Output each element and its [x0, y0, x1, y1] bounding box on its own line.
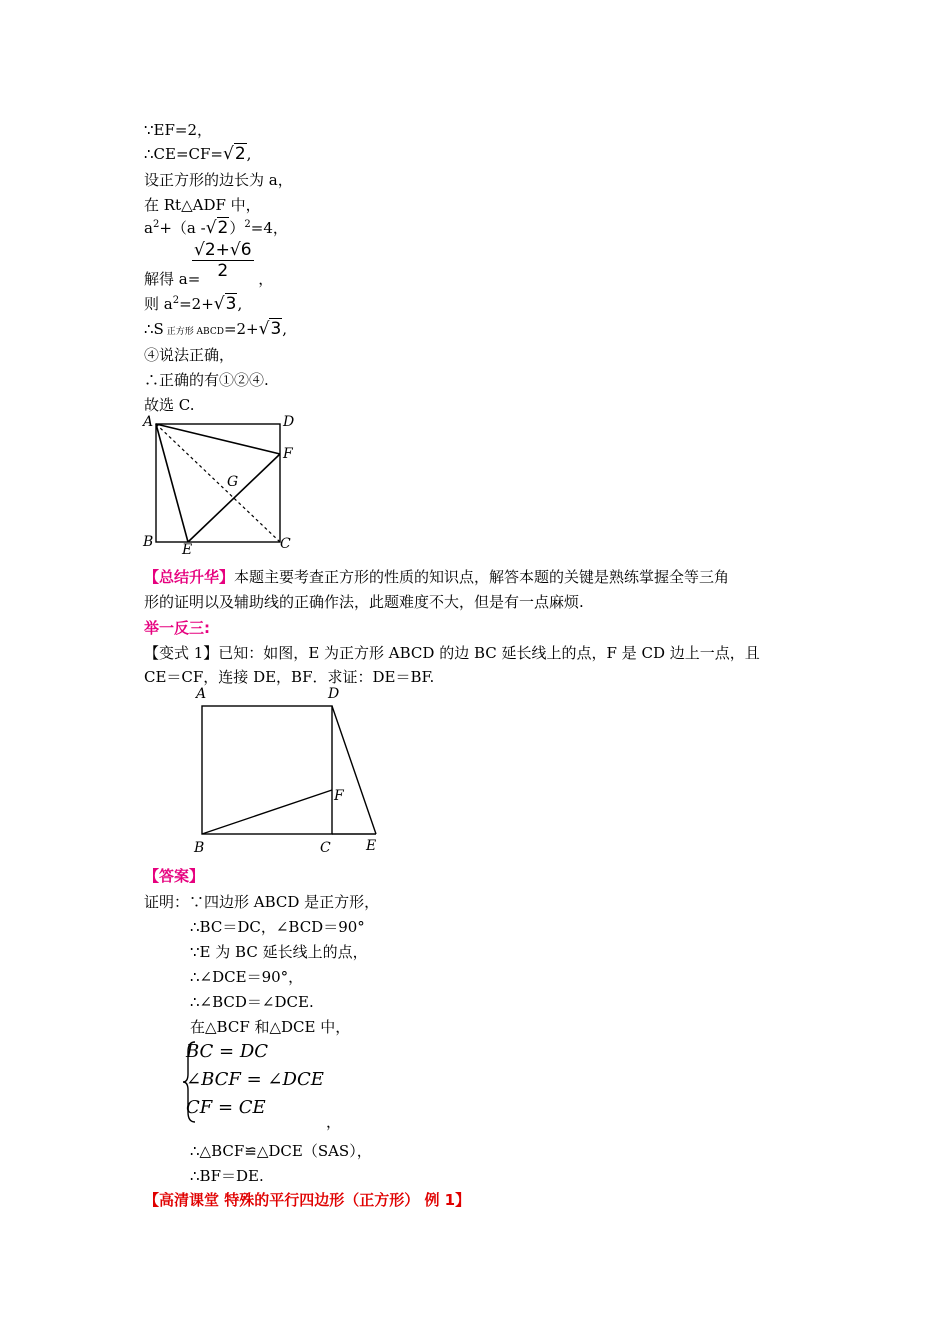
summary-line-2: 形的证明以及辅助线的正确作法，此题难度不大，但是有一点麻烦. — [144, 593, 584, 611]
line-ce-cf — [144, 144, 251, 164]
text: +（a - — [159, 219, 206, 237]
summary-text: 本题主要考查正方形的性质的知识点，解答本题的关键是熟练掌握全等三角 — [234, 568, 730, 586]
fraction-denominator: 2 — [217, 261, 229, 281]
system-row: ∠BCF = ∠DCE — [186, 1069, 324, 1090]
line-correct-list: ∴正确的有①②④. — [144, 371, 269, 389]
proof-line-7: ∴△BCF≌△DCE（SAS）， — [190, 1142, 372, 1160]
label-c: C — [320, 840, 331, 856]
proof-line-1: 证明：∵四边形 ABCD 是正方形， — [144, 893, 380, 911]
diagonal-ac — [156, 424, 280, 542]
segment-ae — [156, 424, 188, 542]
footer-lesson-link[interactable]: 【高清课堂 特殊的平行四边形（正方形） 例 1】 — [144, 1191, 471, 1209]
text: =4， — [250, 219, 288, 237]
radicand: 3 — [270, 319, 282, 339]
text: =2+ — [179, 295, 214, 313]
fraction-numerator: √2+√6 — [194, 240, 252, 260]
line-equation — [144, 218, 288, 238]
text: ， — [258, 270, 274, 288]
proof-line-3: ∵E 为 BC 延长线上的点， — [190, 943, 368, 961]
segment-bf — [202, 790, 332, 834]
text: 解得 a= — [144, 270, 201, 288]
text: , — [282, 320, 288, 338]
proof-line-4: ∴∠DCE＝90°， — [190, 968, 304, 986]
segment-af — [156, 424, 280, 454]
text: a — [144, 219, 153, 237]
label-g: G — [227, 474, 239, 490]
summary-tag: 【总结升华】 — [144, 568, 235, 586]
summary-line-1 — [144, 567, 729, 587]
label-c: C — [280, 536, 291, 552]
figure-square-extension — [188, 684, 388, 856]
exponent: 2 — [172, 295, 180, 306]
label-f: F — [334, 788, 344, 804]
practice-question-1: 【变式 1】已知：如图，E 为正方形 ABCD 的边 BC 延长线上的点，F 是 CD 边上一点，且 — [144, 644, 760, 662]
text: 则 a — [144, 295, 173, 313]
proof-line-8: ∴BF＝DE. — [190, 1167, 264, 1185]
label-a: A — [143, 414, 154, 430]
equation-system — [186, 1038, 324, 1122]
text: , — [246, 145, 252, 163]
square-abcd — [202, 706, 332, 834]
answer-tag: 【答案】 — [144, 867, 205, 885]
text: ） — [229, 219, 245, 237]
text: ∴S — [144, 320, 164, 338]
sqrt-symbol: √ — [223, 144, 234, 164]
subscript: 正方形 ABCD — [163, 327, 224, 337]
line-ef: ∵EF=2， — [144, 121, 213, 139]
line-rt: 在 Rt△ADF 中， — [144, 196, 261, 214]
label-d: D — [283, 414, 295, 430]
radicand: 2 — [234, 144, 246, 164]
system-row: CF = CE — [186, 1097, 266, 1118]
label-e: E — [366, 838, 377, 854]
proof-line-6: 在△BCF 和△DCE 中， — [190, 1018, 351, 1036]
figure-square-triangle — [140, 410, 300, 560]
label-d: D — [328, 686, 340, 702]
text: , — [237, 295, 243, 313]
line-choose: 故选 C. — [144, 396, 195, 414]
line-side: 设正方形的边长为 a， — [144, 171, 293, 189]
radicand: 3 — [225, 294, 237, 314]
line-correct4: ④说法正确， — [144, 346, 235, 364]
label-b: B — [194, 840, 205, 856]
sqrt-symbol: √ — [213, 294, 225, 314]
label-a: A — [196, 686, 207, 702]
label-b: B — [143, 534, 154, 550]
system-comma: ， — [326, 1113, 342, 1131]
text: ∴CE=CF= — [144, 145, 223, 163]
exponent: 2 — [152, 219, 160, 230]
label-f: F — [283, 446, 293, 462]
practice-question-2: CE＝CF，连接 DE，BF．求证：DE＝BF. — [144, 668, 435, 686]
text: =2+ — [223, 320, 259, 338]
proof-line-2: ∴BC＝DC，∠BCD＝90° — [190, 918, 365, 936]
exponent: 2 — [244, 219, 251, 230]
proof-line-5: ∴∠BCD＝∠DCE. — [190, 993, 314, 1011]
line-area — [144, 319, 287, 342]
line-a-squared — [144, 294, 242, 314]
sqrt-symbol: √ — [205, 218, 217, 238]
practice-heading: 举一反三: — [144, 619, 210, 637]
line-solve — [144, 269, 273, 289]
radicand: 2 — [217, 218, 229, 238]
sqrt-symbol: √ — [258, 319, 270, 339]
system-row: BC = DC — [186, 1041, 269, 1062]
label-e: E — [182, 542, 193, 558]
segment-de — [332, 706, 376, 834]
